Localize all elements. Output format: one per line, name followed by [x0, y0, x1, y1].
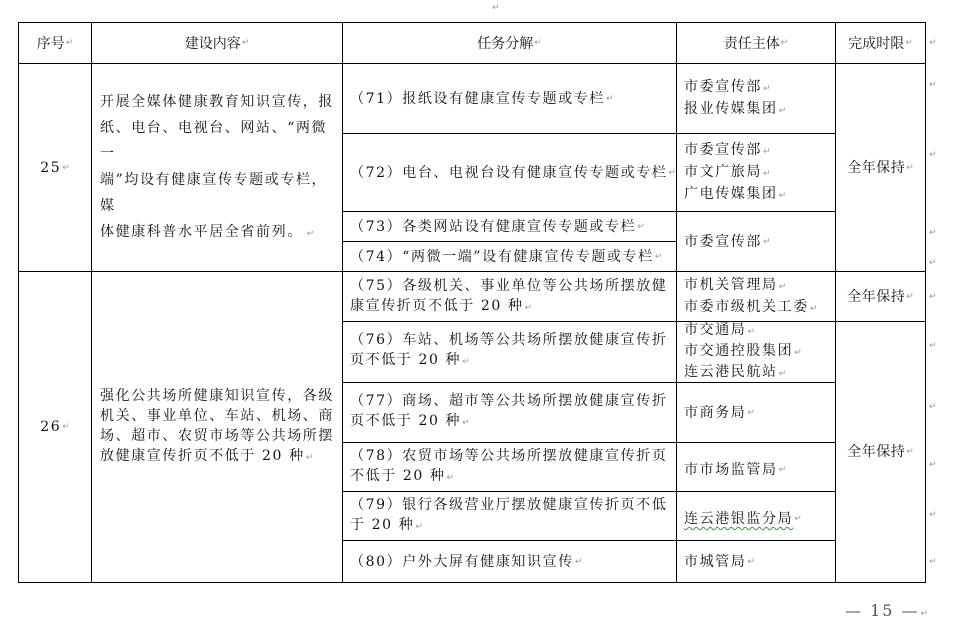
paragraph-mark: ↵: [780, 38, 789, 48]
owner-72: [684, 134, 835, 211]
row-end-mark: ↵: [929, 402, 937, 412]
task-72: [350, 134, 676, 211]
paragraph-mark: ↵: [446, 473, 455, 483]
paragraph-mark: ↵: [62, 422, 70, 432]
paragraph-mark: ↵: [778, 465, 787, 475]
paragraph-mark: ↵: [906, 291, 914, 302]
task-label: （79）银行各级营业厅摆放健康宣传折页不低: [350, 497, 668, 513]
construction-content: [100, 64, 342, 271]
row-end-mark: ↵: [929, 80, 937, 90]
deadline-value: 全年保持: [847, 444, 906, 460]
owner-name: 市委宣传部: [684, 78, 762, 95]
task-label: （71）报纸设有健康宣传专题或专栏: [350, 90, 606, 107]
paragraph-mark: ↵: [462, 418, 470, 428]
row-end-mark: ↵: [929, 460, 937, 470]
paragraph-mark: ↵: [303, 228, 315, 239]
paragraph-mark: ↵: [747, 556, 755, 567]
paragraph-mark: ↵: [920, 609, 929, 619]
row-number-value: 25: [40, 159, 62, 176]
task-label: （80）户外大屏有健康知识宣传: [350, 553, 574, 570]
paragraph-mark: ↵: [906, 447, 914, 457]
row-number: [19, 272, 91, 582]
deadline-value: 全年保持: [847, 159, 906, 176]
owner-name: 市文广旅局: [684, 163, 762, 180]
header-owner: [677, 23, 835, 63]
task-label: （76）车站、机场等公共场所摆放健康宣传折: [350, 332, 668, 348]
page-number: [845, 601, 928, 620]
task-label: （74）“两微一端”设有健康宣传专题或专栏: [350, 248, 654, 265]
content-line: 场、超市、农贸市场等公共场所摆: [100, 428, 334, 444]
header-owner-label: 责任主体: [723, 36, 780, 52]
row-number: [19, 64, 91, 271]
task-label: 页不低于 20 种: [350, 413, 462, 429]
paragraph-mark: ↵: [809, 303, 818, 314]
content-line: 机关、事业单位、车站、机场、商: [100, 408, 334, 424]
row-end-mark: ↵: [929, 292, 937, 302]
deadline-75: [836, 272, 925, 321]
task-label: （78）农贸市场等公共场所摆放健康宣传折页: [350, 448, 668, 464]
task-label: （75）各级机关、事业单位等公共场所摆放健: [350, 277, 668, 294]
header-no-label: 序号: [36, 36, 65, 52]
paragraph-mark: ↵: [747, 326, 755, 337]
owner-name: 市委宣传部: [684, 141, 762, 158]
paragraph-mark: ↵: [62, 162, 70, 173]
row-end-mark: ↵: [929, 150, 937, 160]
row-number-value: 26: [40, 419, 62, 435]
paragraph-mark: ↵: [668, 167, 676, 178]
paragraph-mark: ↵: [763, 168, 771, 179]
owner-80: [684, 541, 835, 582]
paragraph-mark: ↵: [305, 453, 314, 463]
paragraph-mark: ↵: [65, 38, 74, 48]
owner-71: [684, 64, 835, 133]
task-75: [350, 272, 676, 321]
paragraph-mark: ↵: [794, 347, 802, 358]
paragraph-mark: ↵: [654, 251, 663, 262]
owner-name: 连云港银监分局: [684, 511, 794, 527]
paragraph-mark: ↵: [241, 38, 250, 48]
header-tasks-label: 任务分解: [477, 36, 534, 52]
content-line: 开展全媒体健康教育知识宣传，报: [100, 93, 334, 110]
owner-78: [684, 443, 835, 491]
paragraph-mark: ↵: [778, 190, 787, 201]
task-74: [350, 242, 676, 271]
paragraph-mark: ↵: [574, 556, 583, 567]
paragraph-mark: ↵: [905, 38, 913, 48]
deadline-25: [836, 64, 925, 271]
task-label: 不低于 20 种: [350, 468, 446, 484]
content-line: 纸、电台、电视台、网站、“两微一: [100, 119, 328, 162]
content-line: 放健康宣传折页不低于 20 种: [100, 448, 305, 464]
content-line: 强化公共场所健康知识宣传，各级: [100, 388, 334, 404]
row-end-mark: ↵: [929, 38, 937, 48]
owner-79: [684, 492, 835, 540]
paragraph-mark: ↵: [763, 236, 771, 247]
header-deadline-label: 完成时限: [848, 36, 905, 52]
task-71: [350, 64, 676, 133]
paragraph-mark: ↵: [524, 302, 533, 313]
task-label: 康宣传折页不低于 20 种: [350, 297, 524, 314]
owner-name: 市交通局: [684, 321, 747, 338]
paragraph-mark: ↵: [906, 162, 914, 173]
paragraph-mark: ↵: [637, 221, 645, 232]
header-content-label: 建设内容: [184, 36, 241, 52]
row-end-mark: ↵: [929, 341, 937, 351]
owner-name: 市市场监管局: [684, 462, 778, 478]
owner-name: 广电传媒集团: [684, 185, 778, 202]
row-end-mark: ↵: [929, 228, 937, 238]
owner-name: 市城管局: [684, 553, 747, 570]
paragraph-mark: ↵: [492, 3, 500, 13]
header-tasks: [343, 23, 676, 63]
content-line: 体健康科普水平居全省前列。: [100, 223, 303, 240]
owner-name: 市商务局: [684, 404, 747, 421]
paragraph-mark: ↵: [415, 522, 423, 532]
owner-76: [684, 322, 835, 382]
task-76: [350, 322, 676, 382]
task-80: [350, 541, 676, 582]
content-line: 端”均设有健康宣传专题或专栏，媒: [100, 171, 328, 214]
owner-name: 市委宣传部: [684, 233, 762, 250]
header-deadline: [836, 23, 925, 63]
paragraph-mark: ↵: [794, 514, 802, 524]
owner-75: [684, 272, 835, 321]
owner-name: 报业传媒集团: [684, 100, 778, 117]
page-number-value: — 15 —: [845, 601, 920, 620]
header-content: [92, 23, 342, 63]
paragraph-mark: ↵: [462, 357, 470, 367]
owner-77: [684, 383, 835, 442]
owner-name: 市机关管理局: [684, 276, 778, 293]
owner-name: 市交通控股集团: [684, 342, 794, 359]
task-label: （73）各类网站设有健康宣传专题或专栏: [350, 218, 637, 235]
task-label: 于 20 种: [350, 517, 415, 533]
row-end-mark: ↵: [929, 510, 937, 520]
task-label: （72）电台、电视台设有健康宣传专题或专栏: [350, 164, 668, 181]
paragraph-mark: ↵: [778, 105, 787, 116]
task-label: 页不低于 20 种: [350, 352, 462, 368]
paragraph-mark: ↵: [606, 93, 614, 104]
paragraph-mark: ↵: [534, 38, 542, 48]
owner-name: 连云港民航站: [684, 363, 778, 380]
deadline-76-80: [836, 322, 925, 582]
task-label: （77）商场、超市等公共场所摆放健康宣传折: [350, 393, 668, 409]
owner-73-74: [684, 212, 835, 271]
paragraph-mark: ↵: [763, 146, 771, 157]
row-end-mark: ↵: [929, 557, 937, 567]
task-79: [350, 492, 676, 540]
task-73: [350, 212, 676, 241]
task-78: [350, 443, 676, 491]
task-77: [350, 383, 676, 442]
paragraph-mark: ↵: [778, 281, 787, 292]
paragraph-mark: ↵: [778, 368, 787, 379]
paragraph-mark: ↵: [763, 83, 771, 94]
construction-content: [100, 272, 342, 582]
row-end-mark: ↵: [929, 258, 937, 268]
owner-name: 市委市级机关工委: [684, 298, 809, 315]
deadline-value: 全年保持: [847, 288, 906, 305]
paragraph-mark: ↵: [747, 407, 755, 418]
header-no: [19, 23, 91, 63]
